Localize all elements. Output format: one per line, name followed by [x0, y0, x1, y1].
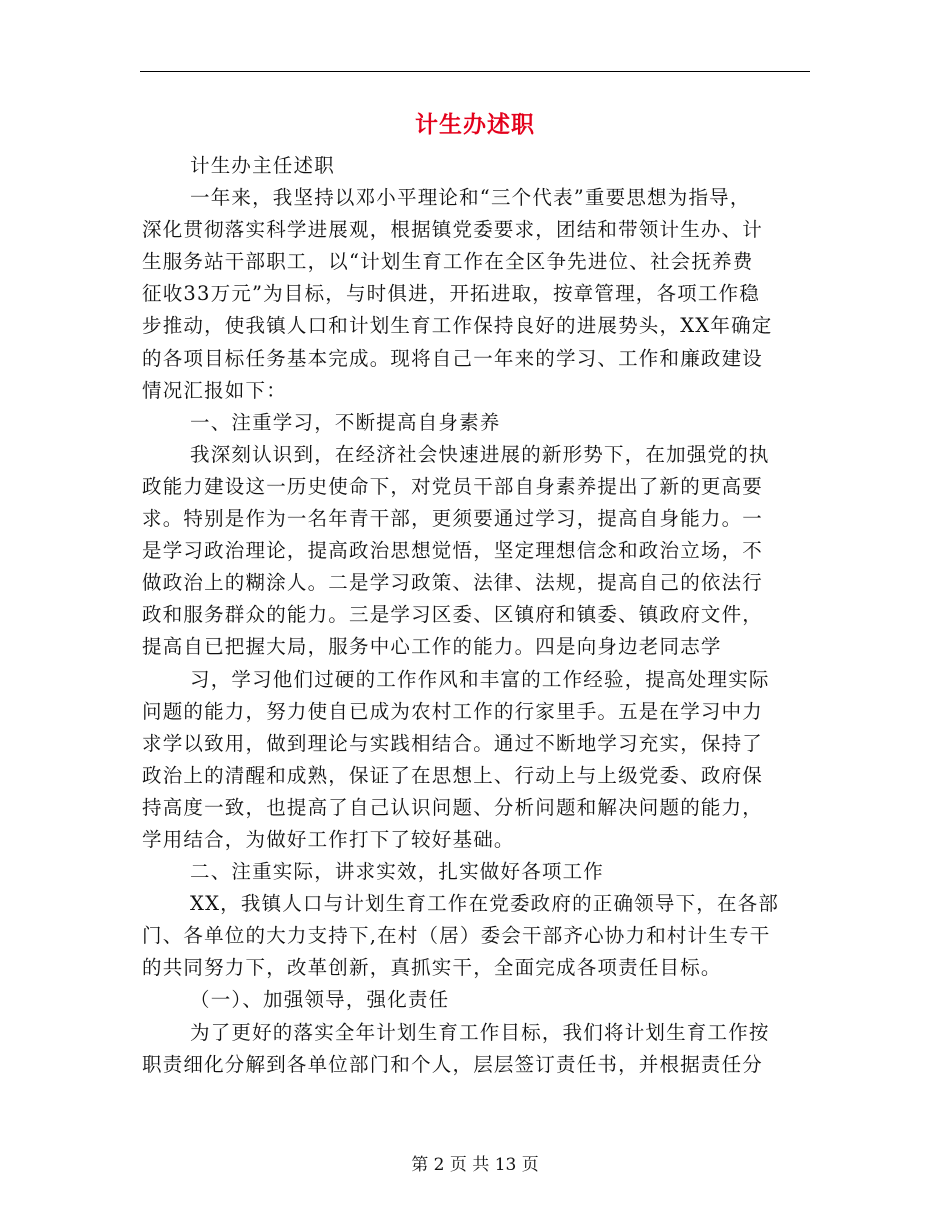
paragraph-line: 求。特别是作为一名年青干部，更须要通过学习，提高自身能力。一 — [142, 507, 764, 531]
paragraph-line: 习，学习他们过硬的工作作风和丰富的工作经验，提高处理实际 — [190, 667, 770, 691]
paragraph-line: 一年来，我坚持以邓小平理论和“三个代表”重要思想为指导， — [190, 186, 751, 210]
paragraph-line: 是学习政治理论，提高政治思想觉悟，坚定理想信念和政治立场，不 — [142, 539, 764, 563]
section-heading: 一、注重学习，不断提高自身素养 — [190, 410, 501, 434]
paragraph-line: 做政治上的糊涂人。二是学习政策、法律、法规，提高自己的依法行 — [142, 571, 764, 595]
paragraph-line: 情况汇报如下： — [142, 378, 287, 402]
document-title: 计生办述职 — [415, 112, 535, 138]
paragraph-line: 政治上的清醒和成熟，保证了在思想上、行动上与上级党委、政府保 — [142, 763, 764, 787]
paragraph-line: 的各项目标任务基本完成。现将自己一年来的学习、工作和廉政建设 — [142, 346, 764, 370]
page-number: 第 2 页 共 13 页 — [411, 1155, 539, 1175]
section-heading: 二、注重实际，讲求实效，扎实做好各项工作 — [190, 860, 605, 884]
paragraph-line: 的共同努力下，改革创新，真抓实干，全面完成各项责任目标。 — [142, 956, 722, 980]
paragraph-line: XX，我镇人口与计划生育工作在党委政府的正确领导下，在各部 — [190, 892, 780, 916]
document-body — [142, 150, 810, 1081]
paragraph-line: 政和服务群众的能力。三是学习区委、区镇府和镇委、镇政府文件， — [142, 603, 764, 627]
paragraph-line: 求学以致用，做到理论与实践相结合。通过不断地学习充实，保持了 — [142, 731, 764, 755]
paragraph-line: 职责细化分解到各单位部门和个人，层层签订责任书，并根据责任分 — [142, 1052, 764, 1076]
paragraph-line: 步推动，使我镇人口和计划生育工作保持良好的进展势头，XX年确定 — [142, 314, 773, 338]
paragraph-line: 为了更好的落实全年计划生育工作目标，我们将计划生育工作按 — [190, 1020, 770, 1044]
paragraph-line: 门、各单位的大力支持下,在村（居）委会干部齐心协力和村计生专干 — [142, 924, 771, 948]
subtitle-line: 计生办主任述职 — [190, 154, 335, 177]
paragraph-line: 政能力建设这一历史使命下，对党员干部自身素养提出了新的更高要 — [142, 474, 764, 498]
paragraph-line: 深化贯彻落实科学进展观，根据镇党委要求，团结和带领计生办、计 — [142, 218, 764, 242]
paragraph-line: 生服务站干部职工，以“计划生育工作在全区争先进位、社会抚养费 — [142, 250, 754, 274]
subsection-heading: （一）、加强领导，强化责任 — [190, 988, 450, 1012]
paragraph-line: 持高度一致，也提高了自己认识问题、分析问题和解决问题的能力， — [142, 795, 764, 819]
paragraph-line: 问题的能力，努力使自已成为农村工作的行家里手。五是在学习中力 — [142, 699, 764, 723]
paragraph-line: 我深刻认识到，在经济社会快速进展的新形势下，在加强党的执 — [190, 442, 770, 466]
paragraph-line: 征收33万元”为目标，与时俱进，开拓进取，按章管理，各项工作稳 — [142, 282, 760, 306]
paragraph-line: 学用结合，为做好工作打下了较好基础。 — [142, 827, 515, 851]
paragraph-line: 提高自已把握大局，服务中心工作的能力。四是向身边老同志学 — [142, 635, 722, 659]
header-rule — [140, 71, 810, 72]
